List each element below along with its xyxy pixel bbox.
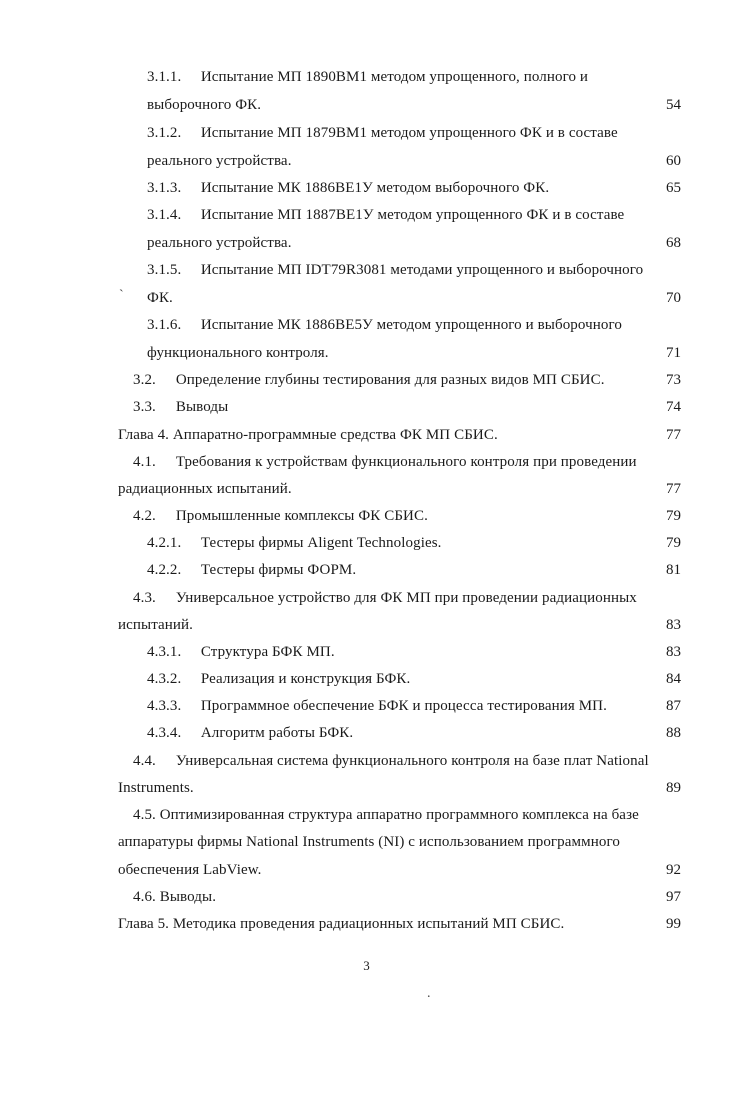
entry-page: 65 bbox=[666, 180, 681, 196]
entry-number: 3.1.1. bbox=[147, 69, 182, 85]
entry-page: 71 bbox=[666, 345, 681, 361]
toc-entry-3-1-1 bbox=[147, 68, 588, 86]
entry-number: 3.1.4. bbox=[147, 207, 182, 223]
entry-number: 4.3.1. bbox=[147, 644, 182, 660]
entry-number: 4.3. bbox=[133, 590, 156, 606]
entry-number: 3.3. bbox=[133, 399, 156, 415]
toc-entry-3-1-4 bbox=[147, 206, 624, 224]
entry-page: 77 bbox=[666, 427, 681, 443]
entry-continuation: ФК. bbox=[147, 290, 173, 306]
entry-number: 4.2. bbox=[133, 508, 156, 524]
entry-continuation: Instruments. bbox=[118, 780, 194, 796]
entry-number: 4.4. bbox=[133, 753, 156, 769]
toc-entry-4-2 bbox=[133, 507, 428, 525]
toc-entry-3-1-5 bbox=[147, 261, 643, 279]
entry-page: 83 bbox=[666, 644, 681, 660]
toc-entry-3-3 bbox=[133, 398, 228, 416]
toc-entry-4-2-2 bbox=[147, 561, 356, 579]
entry-continuation: реального устройства. bbox=[147, 235, 292, 251]
entry-title: Испытание МП 1879ВМ1 методом упрощенного ФК и в составе bbox=[200, 125, 618, 141]
entry-title: Требования к устройствам функционального контроля при проведении bbox=[175, 454, 637, 470]
entry-page: 92 bbox=[666, 862, 681, 878]
entry-title: Испытание МК 1886ВЕ1У методом выборочного ФК. bbox=[200, 180, 550, 196]
entry-page: 73 bbox=[666, 372, 681, 388]
entry-page: 74 bbox=[666, 399, 681, 415]
entry-page: 79 bbox=[666, 535, 681, 551]
entry-continuation: радиационных испытаний. bbox=[118, 481, 292, 497]
toc-entry-4-2-1 bbox=[147, 534, 442, 552]
entry-number: 3.1.6. bbox=[147, 317, 182, 333]
toc-entry-4-3-3 bbox=[147, 697, 607, 715]
entry-page: 88 bbox=[666, 725, 681, 741]
entry-continuation: выборочного ФК. bbox=[147, 97, 262, 113]
entry-title: Испытание МК 1886ВЕ5У методом упрощенного и выборочного bbox=[200, 317, 622, 333]
entry-continuation: реального устройства. bbox=[147, 153, 292, 169]
toc-entry-3-1-3 bbox=[147, 179, 549, 197]
entry-number: 4.1. bbox=[133, 454, 156, 470]
toc-entry-3-1-2 bbox=[147, 124, 618, 142]
entry-page: 83 bbox=[666, 617, 681, 633]
entry-page: 87 bbox=[666, 698, 681, 714]
entry-continuation: испытаний. bbox=[118, 617, 194, 633]
entry-page: 68 bbox=[666, 235, 681, 251]
entry-title: Испытание МП 1890ВМ1 методом упрощенного, полного и bbox=[200, 69, 589, 85]
entry-continuation: функционального контроля. bbox=[147, 345, 329, 361]
entry-title: Программное обеспечение БФК и процесса тестирования МП. bbox=[200, 698, 607, 714]
entry-number: 3.2. bbox=[133, 372, 156, 388]
entry-number: 4.2.1. bbox=[147, 535, 182, 551]
toc-entry-4-4 bbox=[133, 752, 649, 770]
toc-entry-4-3-2 bbox=[147, 670, 410, 688]
toc-chapter-5: Глава 5. Методика проведения радиационных испытаний МП СБИС. bbox=[118, 916, 565, 932]
entry-title: Тестеры фирмы Aligent Technologies. bbox=[200, 535, 442, 551]
page-number: 3 bbox=[363, 958, 370, 973]
entry-page: 81 bbox=[666, 562, 681, 578]
toc-chapter-4: Глава 4. Аппаратно-программные средства ФК МП СБИС. bbox=[118, 427, 498, 443]
entry-title: Алгоритм работы БФК. bbox=[200, 725, 354, 741]
entry-number: 4.3.4. bbox=[147, 725, 182, 741]
entry-number: 4.3.2. bbox=[147, 671, 182, 687]
toc-entry-4-5: 4.5. Оптимизированная структура аппаратно программного комплекса на базе bbox=[133, 807, 639, 823]
entry-title: Определение глубины тестирования для разных видов МП СБИС. bbox=[175, 372, 605, 388]
entry-title: Испытание МП 1887ВЕ1У методом упрощенного ФК и в составе bbox=[200, 207, 625, 223]
toc-entry-4-1 bbox=[133, 453, 637, 471]
entry-title: Промышленные комплексы ФК СБИС. bbox=[175, 508, 428, 524]
entry-number: 3.1.5. bbox=[147, 262, 182, 278]
toc-entry-3-1-6 bbox=[147, 316, 622, 334]
entry-title: Выводы bbox=[175, 399, 229, 415]
entry-title: Испытание МП IDT79R3081 методами упрощенного и выборочного bbox=[200, 262, 644, 278]
entry-page: 79 bbox=[666, 508, 681, 524]
toc-entry-4-3 bbox=[133, 589, 637, 607]
toc-entry-3-2 bbox=[133, 371, 605, 389]
entry-page: 84 bbox=[666, 671, 681, 687]
entry-page: 77 bbox=[666, 481, 681, 497]
toc-entry-4-3-1 bbox=[147, 643, 335, 661]
entry-title: Реализация и конструкция БФК. bbox=[200, 671, 411, 687]
entry-continuation: обеспечения LabView. bbox=[118, 862, 262, 878]
entry-title: Тестеры фирмы ФОРМ. bbox=[200, 562, 357, 578]
entry-number: 4.2.2. bbox=[147, 562, 182, 578]
scan-mark-left: ` bbox=[119, 288, 124, 303]
entry-page: 54 bbox=[666, 97, 681, 113]
entry-page: 89 bbox=[666, 780, 681, 796]
entry-page: 97 bbox=[666, 889, 681, 905]
entry-page: 99 bbox=[666, 916, 681, 932]
entry-number: 3.1.2. bbox=[147, 125, 182, 141]
entry-number: 3.1.3. bbox=[147, 180, 182, 196]
scan-mark-dot: . bbox=[427, 986, 431, 1001]
toc-entry-4-3-4 bbox=[147, 724, 353, 742]
entry-page: 60 bbox=[666, 153, 681, 169]
entry-title: Универсальное устройство для ФК МП при проведении радиационных bbox=[175, 590, 637, 606]
toc-entry-4-6: 4.6. Выводы. bbox=[133, 889, 217, 905]
entry-title: Универсальная система функционального контроля на базе плат National bbox=[175, 753, 649, 769]
entry-title: Структура БФК МП. bbox=[200, 644, 335, 660]
entry-page: 70 bbox=[666, 290, 681, 306]
entry-number: 4.3.3. bbox=[147, 698, 182, 714]
entry-continuation: аппаратуры фирмы National Instruments (NI) с использованием программного bbox=[118, 834, 620, 850]
